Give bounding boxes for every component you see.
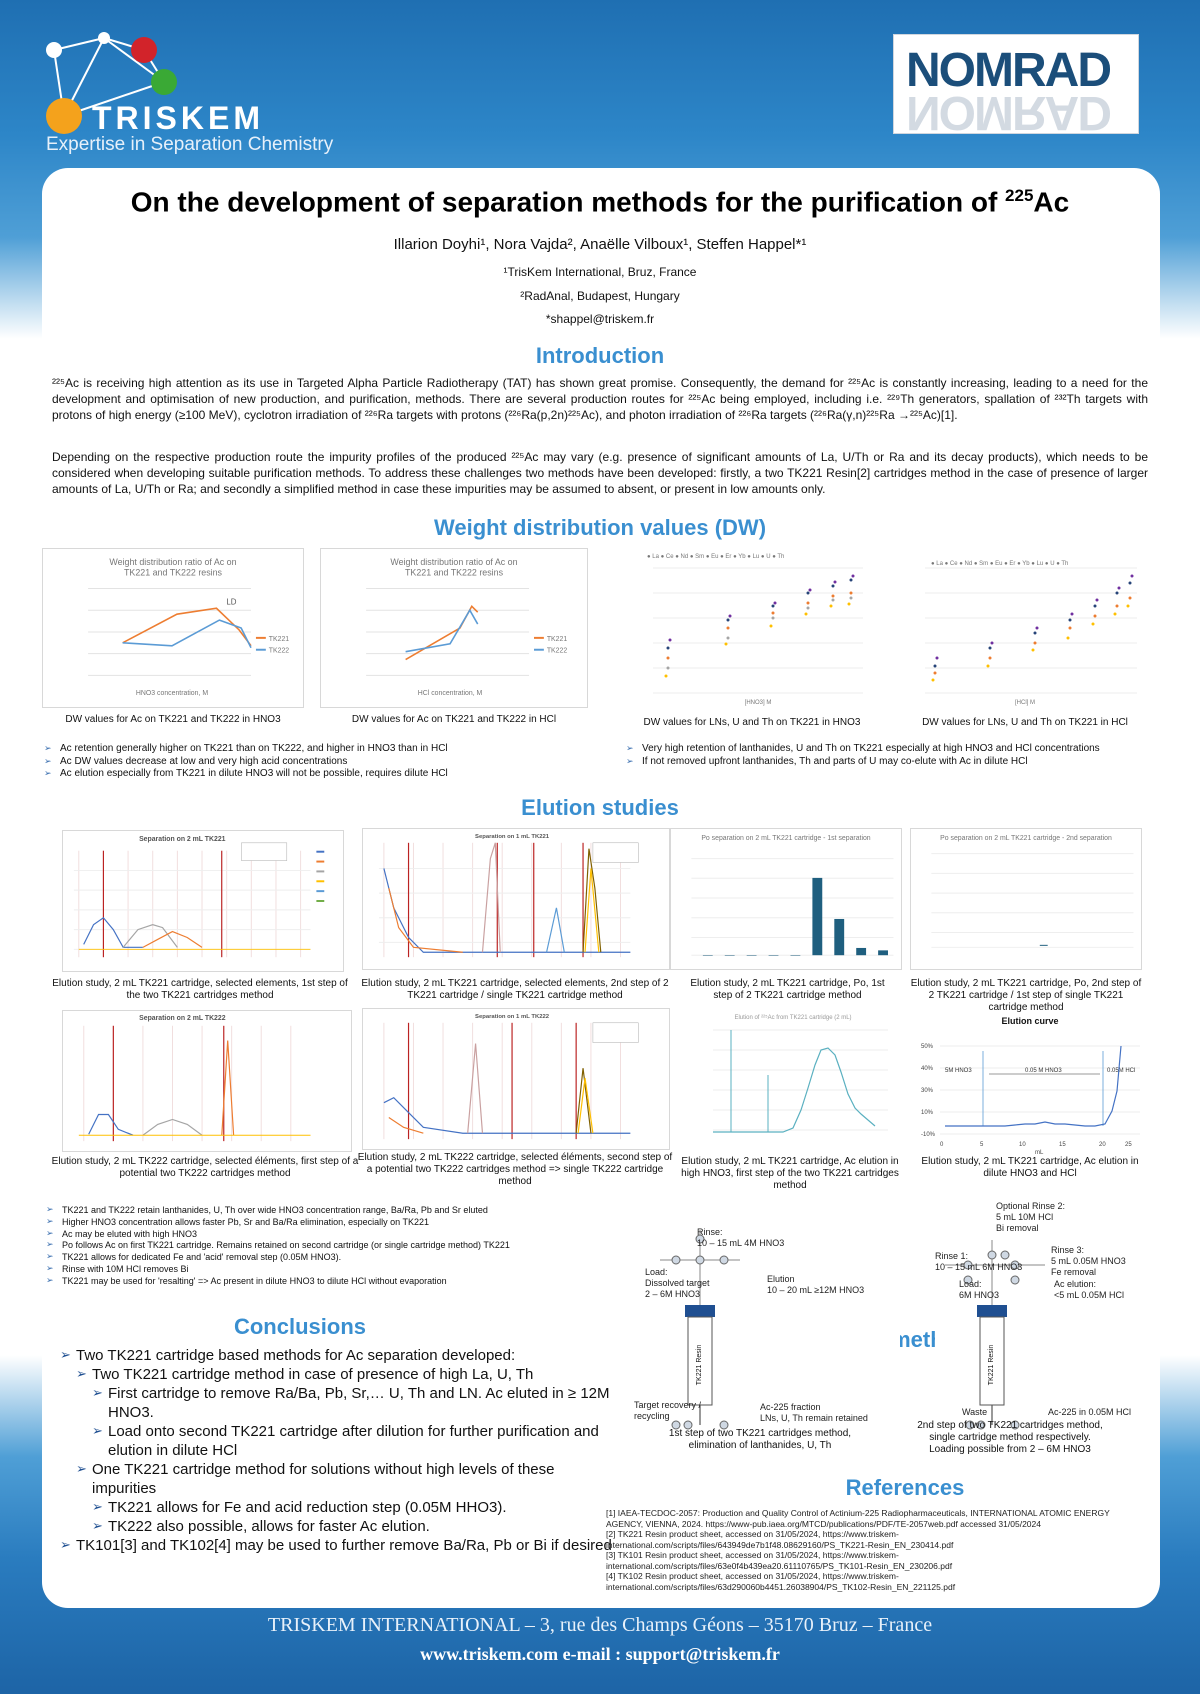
elution-caption-3: Elution study, 2 mL TK221 cartridge, Po, 1st step of 2 TK221 cartridge method (690, 978, 885, 1001)
elution-caption-8: Elution study, 2 mL TK221 cartridge, Ac elution in dilute HNO3 and HCl (921, 1156, 1139, 1179)
svg-text:5M HNO3: 5M HNO3 (945, 1068, 972, 1074)
intro-paragraph-2: Depending on the respective production route the impurity profiles of the produced ²²⁵Ac may vary (e.g. presence of significant amounts of La, U/Th or Ra and its decay products), which needs to be considered when developing suitable purification methods. To address these challenges two methods have been developed: firstly, a two TK221 Resin[2] cartridges method in the case of presence of larger amounts of La, U/Th or Ra; and secondly a simplified method in case these impurities may be assumed to absent, or present in low amounts only. (52, 450, 1148, 496)
reference-item: [2] TK221 Resin product sheet, accessed on 31/05/2024, https://www.triskem-international.com/scripts/files/643949de7b1f48.08629160/PS_TK221-Resin_EN_230414.pdf (606, 1529, 954, 1550)
elution-caption-2: Elution study, 2 mL TK221 cartridge, selected elements, 2nd step of 2 TK221 cartridge / single TK221 cartridge method (361, 978, 669, 1001)
authors: Illarion Doyhi¹, Nora Vajda², Anaëlle Vilboux¹, Steffen Happel*¹ (393, 236, 807, 253)
elution-chart-2 (362, 828, 670, 970)
footer-address: TRISKEM INTERNATIONAL – 3, rue des Champs Géons – 35170 Bruz – France (267, 1614, 933, 1636)
list-item: ➢ TK222 also possible, allows for faster Ac elution. (92, 1517, 620, 1536)
method-left-elution: Elution 10 – 20 mL ≥12M HNO3 (767, 1274, 865, 1295)
po-bar (812, 878, 822, 955)
svg-text:TK221: TK221 (268, 635, 290, 643)
partner-logo-text: NOMRAD (906, 44, 1110, 97)
list-item: ➢ TK221 may be used for 'resalting' => Ac present in dilute HNO3 to dilute HCl without evaporation (46, 1276, 626, 1288)
svg-text:30%: 30% (921, 1088, 934, 1094)
list-item: ➢ Very high retention of lanthanides, U and Th on TK221 especially at high HNO3 and HCl concentrations (626, 743, 1146, 756)
list-item: ➢ TK221 allows for Fe and acid reduction step (0.05M HHO3). (92, 1498, 620, 1517)
conclusions-list (60, 1346, 620, 1555)
svg-text:TK221 and TK222 resins: TK221 and TK222 resins (404, 567, 504, 578)
list-item: ➢ Ac retention generally higher on TK221 than on TK222, and higher in HNO3 than in HCl (44, 743, 604, 756)
affiliation-1: ¹TrisKem International, Bruz, France (503, 265, 697, 279)
elution-caption-5: Elution study, 2 mL TK222 cartridge, selected éléments, first step of a potential two TK222 cartridges method (51, 1156, 359, 1179)
method-right-rinse2: Optional Rinse 2: 5 mL 10M HCl Bi removal (996, 1201, 1066, 1233)
method-right-waste: Waste (962, 1407, 988, 1417)
elution-caption-7: Elution study, 2 mL TK221 cartridge, Ac elution in high HNO3, first step of the two TK221 cartridges method (681, 1156, 899, 1191)
method-right-rinse3: Rinse 3: 5 mL 0.05M HNO3 Fe removal (1051, 1245, 1126, 1277)
list-item: ➢ TK221 and TK222 retain lanthanides, U, Th over wide HNO3 concentration range, Ba/Ra, Pb and Sr eluted (46, 1205, 626, 1217)
nomrad-logo (893, 34, 1139, 139)
list-item: ➢ First cartridge to remove Ra/Ba, Pb, Sr,… U, Th and LN. Ac eluted in ≥ 12M HNO3. (92, 1384, 620, 1422)
method-left-fraction: Ac-225 fraction LNs, U, Th remain retained (760, 1402, 868, 1423)
method-left-caption: 1st step of two TK221 cartridges method, elimination of lanthanides, U, Th (668, 1428, 852, 1451)
svg-text:0.05M HCl: 0.05M HCl (1107, 1068, 1136, 1074)
svg-text:mL: mL (1035, 1150, 1044, 1156)
list-item: ➢ One TK221 cartridge method for solutions without high levels of these impurities (76, 1460, 620, 1498)
intro-heading: Introduction (535, 343, 665, 368)
svg-text:10: 10 (1019, 1142, 1026, 1148)
svg-text:Weight distribution ratio of A: Weight distribution ratio of Ac on (109, 556, 237, 567)
elution-caption-4: Elution study, 2 mL TK221 cartridge, Po, 2nd step of 2 TK221 cartridge / 1st step of single TK221 cartridge method (910, 978, 1142, 1013)
svg-text:TK221 and TK222 resins: TK221 and TK222 resins (123, 567, 223, 578)
svg-text:Elution of ²²⁵Ac from TK221 ca: Elution of ²²⁵Ac from TK221 cartridge (2 mL) (734, 1015, 852, 1021)
svg-text:Elution curve: Elution curve (1001, 1016, 1059, 1026)
dw-chart-ac-hno3 (42, 548, 304, 708)
affiliation-2: ²RadAnal, Budapest, Hungary (520, 289, 680, 303)
elution-chart-po-2 (910, 828, 1142, 970)
method-right-fraction: Ac-225 in 0.05M HCl (1048, 1407, 1132, 1417)
elution-bullets (46, 1205, 626, 1288)
poster-title: On the development of separation methods for the purification of $^{225}$Ac (130, 186, 1070, 218)
list-item: ➢ Two TK221 cartridge method in case of presence of high La, U, Th (76, 1365, 620, 1384)
contact-email: *shappel@triskem.fr (545, 312, 655, 326)
elution-chart-ac-hno3 (693, 1010, 893, 1150)
reference-item: [1] IAEA-TECDOC-2057: Production and Quality Control of Actinium-225 Radiopharmaceuticals, INTERNATIONAL ATOMIC ENERGY AGENCY, VIENNA, 2024. https://www-pub.iaea.org/MTCD/publications/PDF/TE-2057web.pdf accessed 31/05/2024 (606, 1508, 1110, 1529)
svg-text:TK222: TK222 (546, 647, 568, 655)
dw-caption-1: DW values for Ac on TK221 and TK222 in HNO3 (65, 714, 281, 725)
po-bar (878, 950, 888, 955)
elution-heading: Elution studies (521, 795, 679, 820)
list-item: ➢ Higher HNO3 concentration allows faster Pb, Sr and Ba/Ra elimination, especially on TK221 (46, 1217, 626, 1229)
dw-bullets-right (626, 743, 1146, 768)
svg-text:-10%: -10% (921, 1132, 936, 1138)
svg-text:50%: 50% (921, 1044, 934, 1050)
svg-text:[HCl] M: [HCl] M (1015, 700, 1035, 706)
tagline: Expertise in Separation Chemistry (46, 134, 334, 155)
partner-logo-mirror: NOMRAD (906, 86, 1110, 139)
po-bar (856, 948, 866, 955)
footer-contact: www.triskem.com e-mail : support@triskem.fr (420, 1644, 780, 1664)
elution-caption-1: Elution study, 2 mL TK221 cartridge, selected elements, 1st step of the two TK221 cartridges method (52, 978, 348, 1001)
method-left-load: Load: Dissolved target 2 – 6M HNO3 (645, 1267, 710, 1299)
elution-chart-6 (362, 1008, 670, 1150)
svg-text:Separation on 2 mL TK221: Separation on 2 mL TK221 (139, 835, 226, 843)
svg-text:5: 5 (980, 1142, 984, 1148)
method-left-rinse: Rinse: 10 – 15 mL 4M HNO3 (697, 1227, 785, 1248)
svg-text:Po separation on 2 mL TK221 ca: Po separation on 2 mL TK221 cartridge - 1st separation (701, 834, 871, 842)
dw-chart-lns-hcl (905, 548, 1145, 708)
list-item: ➢ Po follows Ac on first TK221 cartridge. Remains retained on second cartridge (or single cartridge method) TK221 (46, 1240, 626, 1252)
intro-paragraph-1: ²²⁵Ac is receiving high attention as its use in Targeted Alpha Particle Radiotherapy (TAT) has shown great promise. Consequently, the demand for ²²⁵Ac is constantly increasing, leading to a need for the development and optimisation of new production, and purification, methods. There are several production routes for ²²⁵Ac being employed, including i.e. ²²⁹Th generators, spallation of ²³²Th targets with protons of high energy (≥100 MeV), cyclotron irradiation of ²²⁶Ra targets with protons (²²⁶Ra(p,2n)²²⁵Ac), and photon irradiation of ²²⁶Ra targets (²²⁶Ra(γ,n)²²⁵Ra →²²⁵Ac)[1]. (52, 376, 1148, 422)
method-right-caption: 2nd step of two TK221 cartridges method, single cartridge method respectively. Loading possible from 2 – 6M HNO3 (917, 1420, 1103, 1455)
list-item: ➢ Load onto second TK221 cartridge after dilution for further purification and elution in dilute HCl (92, 1422, 620, 1460)
list-item: ➢ Rinse with 10M HCl removes Bi (46, 1264, 626, 1276)
list-item: ➢ Ac DW values decrease at low and very high acid concentrations (44, 756, 604, 769)
list-item: ➢ TK221 allows for dedicated Fe and 'acid' removal step (0.05M HNO3). (46, 1252, 626, 1264)
reference-item: [4] TK102 Resin product sheet, accessed on 31/05/2024, https://www.triskem-international.com/scripts/files/63d290060b4451.26038904/PS_TK102-Resin_EN_221125.pdf (606, 1571, 956, 1592)
po-bar (834, 919, 844, 955)
reference-item: [3] TK101 Resin product sheet, accessed on 31/05/2024, https://www.triskem-international.com/scripts/files/63e0f4b439ea20.61110765/PS_TK101-Resin_EN_230206.pdf (606, 1550, 953, 1571)
method-right-elution: Ac elution: <5 mL 0.05M HCl (1054, 1279, 1124, 1300)
list-item: ➢ Two TK221 cartridge based methods for Ac separation developed: (60, 1346, 620, 1365)
dw-caption-3: DW values for LNs, U and Th on TK221 in HNO3 (643, 717, 861, 728)
elution-curve-chart (915, 1016, 1145, 1156)
dw-caption-4: DW values for LNs, U and Th on TK221 in HCl (922, 717, 1128, 728)
method-left-recovery: Target recovery / recycling (634, 1400, 702, 1421)
svg-text:Separation on 2 mL TK222: Separation on 2 mL TK222 (139, 1014, 226, 1022)
svg-text:TK222: TK222 (268, 647, 290, 655)
svg-text:20: 20 (1099, 1142, 1106, 1148)
svg-text:0.05 M HNO3: 0.05 M HNO3 (1025, 1068, 1062, 1074)
references-list (606, 1508, 1146, 1592)
svg-text:Separation on 1 mL TK222: Separation on 1 mL TK222 (475, 1013, 550, 1020)
elution-chart-po-1 (670, 828, 902, 970)
dw-heading: Weight distribution values (DW) (433, 515, 767, 540)
method-right-rinse1: Rinse 1: 10 – 15 mL 6M HNO3 (935, 1251, 1023, 1272)
dw-caption-2: DW values for Ac on TK221 and TK222 in HCl (351, 714, 557, 725)
method-right-load: Load: 6M HNO3 (959, 1279, 1000, 1300)
list-item: ➢ Ac may be eluted with high HNO3 (46, 1229, 626, 1241)
svg-text:Weight distribution ratio of A: Weight distribution ratio of Ac on (390, 556, 518, 567)
conclusions-heading: Conclusions (233, 1314, 366, 1339)
svg-text:10%: 10% (921, 1110, 934, 1116)
elution-chart-1 (62, 830, 344, 972)
svg-text:15: 15 (1059, 1142, 1066, 1148)
dw-bullets-left (44, 743, 604, 781)
svg-text:Po separation on 2 mL TK221 ca: Po separation on 2 mL TK221 cartridge - 2nd separation (940, 834, 1112, 842)
list-item: ➢ If not removed upfront lanthanides, Th and parts of U may co-elute with Ac in dilute HCl (626, 756, 1146, 769)
brand-name: TRISKEM (92, 100, 264, 136)
svg-text:[HNO3] M: [HNO3] M (744, 700, 772, 706)
svg-text:● La ● Ce ● Nd ● Sm ● Eu ● Er: ● La ● Ce ● Nd ● Sm ● Eu ● Er ● Yb ● Lu ● U ● Th (647, 554, 785, 560)
svg-text:LD: LD (226, 597, 237, 607)
svg-text:TK221 Resin: TK221 Resin (988, 1344, 995, 1386)
svg-text:0: 0 (940, 1142, 944, 1148)
list-item: ➢ Ac elution especially from TK221 in dilute HNO3 will not be possible, requires dilute HCl (44, 768, 604, 781)
svg-text:HNO3 concentration, M: HNO3 concentration, M (135, 690, 209, 698)
svg-text:● La ● Ce ● Nd ● Sm ● Eu ● Er: ● La ● Ce ● Nd ● Sm ● Eu ● Er ● Yb ● Lu ● U ● Th (931, 561, 1069, 567)
elution-chart-5 (62, 1010, 352, 1152)
svg-text:TK221 Resin: TK221 Resin (696, 1344, 703, 1386)
dw-chart-ac-hcl (320, 548, 588, 708)
svg-text:TK221: TK221 (546, 635, 568, 643)
svg-text:Separation on 1 mL TK221: Separation on 1 mL TK221 (475, 833, 550, 840)
svg-text:25: 25 (1125, 1142, 1132, 1148)
svg-text:40%: 40% (921, 1066, 934, 1072)
references-heading: References (845, 1475, 965, 1500)
elution-caption-6: Elution study, 2 mL TK222 cartridge, selected éléments, second step of a potential two TK222 cartridges method => single TK222 cartridge method (357, 1152, 673, 1187)
list-item: ➢ TK101[3] and TK102[4] may be used to further remove Ba/Ra, Pb or Bi if desired (60, 1536, 620, 1555)
svg-text:HCl concentration, M: HCl concentration, M (417, 690, 483, 698)
dw-chart-lns-hno3 (633, 548, 871, 708)
